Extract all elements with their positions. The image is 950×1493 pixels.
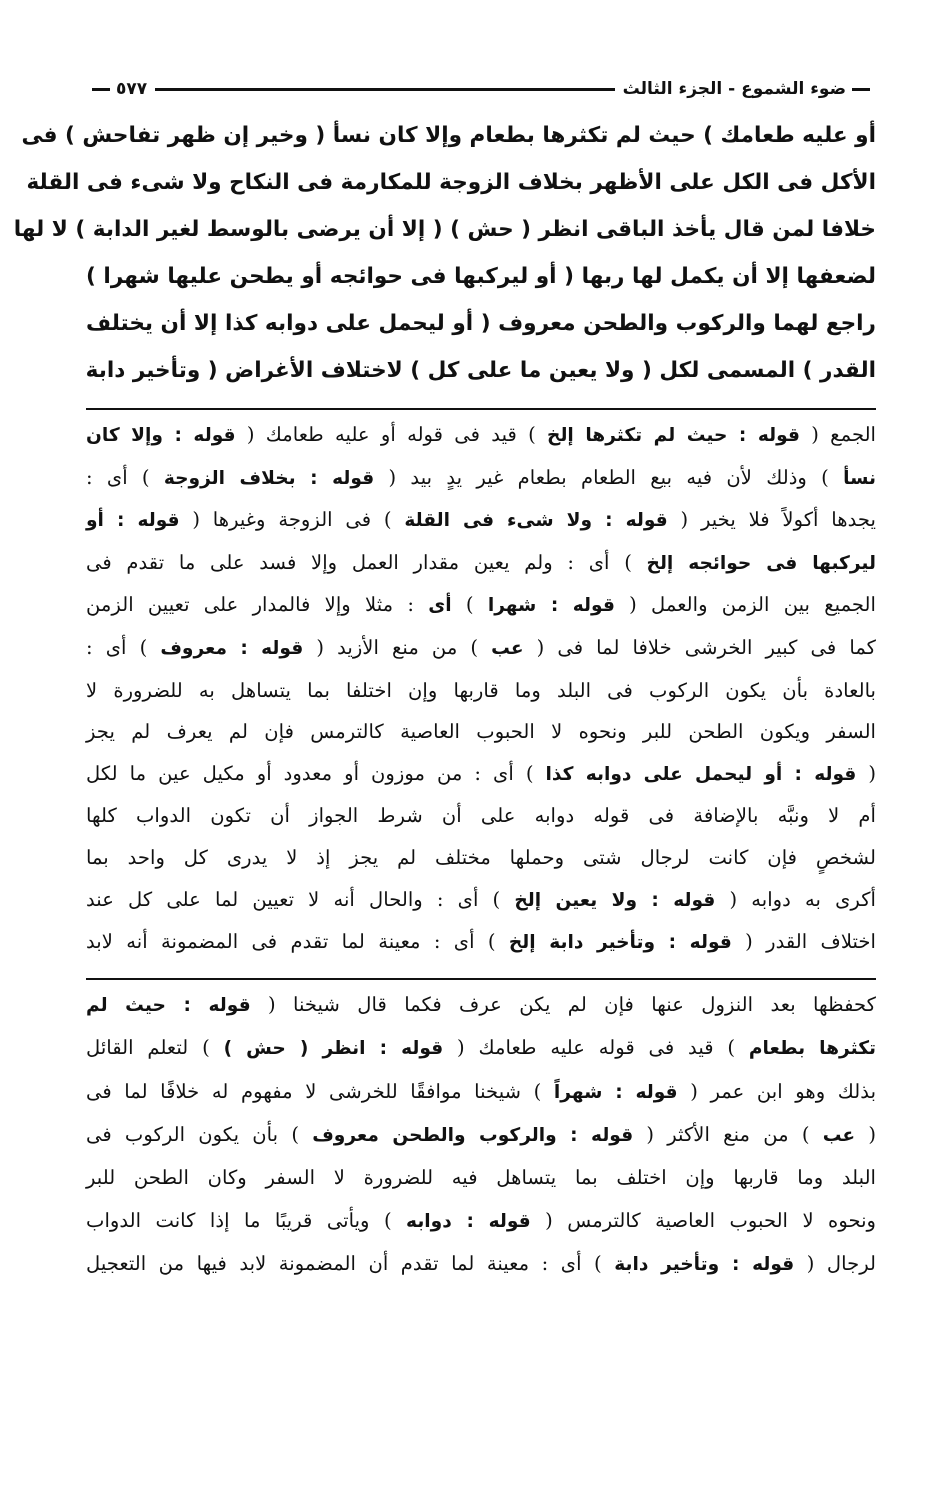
commentary-line <box>86 499 876 542</box>
commentary-line <box>86 711 876 753</box>
main-text-line: أو عليه طعامك ) حيث لم تكثرها بطعام وإلا كان نسأ ( وخير إن ظهر تفاحش ) فى <box>21 123 876 148</box>
commentary-line <box>86 837 876 879</box>
commentary-line <box>86 795 876 837</box>
text-segment: : مثلا وإلا فالمدار على تعيين الزمن <box>86 593 414 617</box>
text-segment: كحفظها بعد النزول عنها فإن لم يكن عرف فكما قال شيخنا ( <box>268 992 876 1016</box>
section-divider <box>86 408 876 410</box>
text-segment: ) أى : ولم يعين مقدار العمل وإلا فسد على ما تقدم فى <box>86 550 632 574</box>
main-text-line: لضعفها إلا أن يكمل لها ربها ( أو ليركبها فى حوائجه أو يطحن عليها شهرا ) <box>86 264 876 289</box>
text-segment: يجدها أكولاً فلا يخير ( <box>680 508 876 532</box>
text-segment: ونحوه لا الحبوب العاصية كالترمس ( <box>545 1208 877 1232</box>
text-segment: بذلك وهو ابن عمر ( <box>690 1079 877 1103</box>
quoted-lemma: قوله : وتأخير دابة <box>614 1254 795 1276</box>
page <box>13 72 877 1287</box>
book-title: ضوء الشموع - الجزء الثالث <box>622 79 846 99</box>
text-segment: الجمع ( <box>811 423 877 446</box>
commentary-line <box>86 457 876 500</box>
header-dash <box>852 88 870 91</box>
quoted-lemma: تكثرها بطعام <box>748 1038 876 1060</box>
quoted-lemma: نسأ <box>843 467 876 489</box>
commentary-line <box>86 879 876 922</box>
commentary-line <box>86 584 876 627</box>
text-segment: بالعادة بأن يكون الركوب فى البلد وما قاربها وإن اختلفا بما يتساهل به للضرورة لا <box>86 678 876 702</box>
text-segment: ( <box>868 1122 876 1146</box>
quoted-lemma: أى <box>428 595 452 617</box>
gloss-line <box>86 1157 876 1199</box>
gloss-line <box>86 984 876 1027</box>
text-segment: ) قيد فى قوله عليه طعامك ( <box>457 1036 736 1060</box>
quoted-lemma: قوله : دوابه <box>406 1210 531 1232</box>
quoted-lemma: قوله : معروف <box>160 637 304 659</box>
quoted-lemma: قوله : انظر ( حش ) <box>223 1038 444 1060</box>
text-segment: البلد وما قاربها وإن اختلف بما يتساهل فيه للضرورة لا السفر وكان الطحن للبر <box>86 1166 876 1190</box>
commentary-section <box>86 414 876 964</box>
text-segment: ) شيخنا موافقًا للخرشى لا مفهوم له خلافًا لما فى <box>86 1079 542 1103</box>
text-segment: ) أى : <box>86 465 150 489</box>
commentary-line <box>86 542 876 585</box>
commentary-line <box>86 414 876 457</box>
text-segment: السفر ويكون الطحن للبر ونحوه لا الحبوب العاصية كالترمس فإن لم يعرف لم يجز <box>86 720 876 744</box>
quoted-lemma: قوله : حيث لم <box>86 994 251 1016</box>
commentary-line <box>86 670 876 712</box>
text-segment: ) أى : والحال أنه لا تعيين لما على كل عند <box>86 887 501 911</box>
text-segment: ( <box>868 761 877 785</box>
quoted-lemma: عب <box>491 637 524 659</box>
text-segment: ) لتعلم القائل <box>86 1036 210 1060</box>
header-rule <box>155 88 615 91</box>
text-segment: كما فى كبير الخرشى خلافا لما فى ( <box>536 635 876 659</box>
main-text <box>13 112 876 394</box>
quoted-lemma: قوله : وإلا كان <box>86 425 236 446</box>
gloss-line <box>86 1243 876 1286</box>
quoted-lemma: قوله : شهرا <box>487 595 615 617</box>
text-segment: الجميع بين الزمن والعمل ( <box>629 593 876 617</box>
text-segment: أكرى به دوابه ( <box>729 887 877 911</box>
quoted-lemma: عب <box>822 1124 856 1146</box>
quoted-lemma: قوله : شهراً <box>553 1081 678 1103</box>
text-segment: ) من منع الأكثر ( <box>646 1122 810 1146</box>
text-segment: ) بأن يكون الركوب فى <box>86 1122 299 1146</box>
text-segment: ) أى : من موزون أو معدود أو مكيل عين ما لكل <box>86 761 534 785</box>
commentary-line <box>86 627 876 670</box>
text-segment: أم لا ونبَّه بالإضافة فى قوله دوابه على أن شرط الجواز أن تكون الدواب كلها <box>86 804 876 828</box>
quoted-lemma: قوله : ولا يعين إلخ <box>514 889 716 911</box>
gloss-line <box>86 1200 876 1243</box>
commentary-line <box>86 921 876 964</box>
main-text-line: القدر ) المسمى لكل ( ولا يعين ما على كل ) لاختلاف الأغراض ( وتأخير دابة <box>85 358 876 383</box>
gloss-line <box>86 1114 876 1157</box>
text-segment: ) ويأتى قريبًا ما إذا كانت الدواب <box>86 1208 392 1232</box>
header-dash <box>92 88 110 91</box>
text-segment: ) وذلك لأن فيه بيع الطعام بطعام غير يدٍ بيد ( <box>388 465 829 489</box>
quoted-lemma: قوله : وتأخير دابة إلخ <box>508 932 732 954</box>
main-text-line: خلافا لمن قال يأخذ الباقى انظر ( حش ) ( إلا أن يرضى بالوسط لغير الدابة ) لا لها <box>13 217 876 242</box>
text-segment: لرجال ( <box>806 1252 876 1276</box>
page-number: ٥٧٧ <box>116 79 148 99</box>
gloss-line <box>86 1027 876 1070</box>
glosses-section <box>86 984 876 1287</box>
quoted-lemma: قوله : أو ليحمل على دوابه كذا <box>545 763 857 785</box>
quoted-lemma: قوله : أو <box>86 510 180 532</box>
main-text-line: الأكل فى الكل على الأظهر بخلاف الزوجة للمكارمة فى النكاح ولا شىء فى القلة <box>26 170 876 195</box>
text-segment: ) أى : معينة لما تقدم فى المضمونة أنه لابد <box>86 930 496 954</box>
main-text-line: راجع لهما والركوب والطحن معروف ( أو ليحمل على دوابه كذا إلا أن يختلف <box>86 311 876 336</box>
running-header <box>86 72 876 106</box>
gloss-line <box>86 1071 876 1114</box>
text-segment: ) من منع الأزيد ( <box>316 635 479 659</box>
text-segment: لشخصٍ فإن كانت لرجال شتى وحملها مختلف لم يجز إذ لا يدرى كل واحد بما <box>86 845 876 869</box>
text-segment: ) فى الزوجة وغيرها ( <box>192 508 392 532</box>
quoted-lemma: ليركبها فى حوائجه إلخ <box>646 552 876 574</box>
text-segment: ) أى : <box>86 635 148 659</box>
text-segment: ) قيد فى قوله أو عليه طعامك ( <box>246 423 536 446</box>
quoted-lemma: قوله : بخلاف الزوجة <box>163 467 375 489</box>
section-divider <box>86 978 876 980</box>
quoted-lemma: قوله : والركوب والطحن معروف <box>312 1124 634 1146</box>
commentary-line <box>86 753 876 796</box>
quoted-lemma: قوله : حيث لم تكثرها إلخ <box>547 425 800 446</box>
text-segment: اختلاف القدر ( <box>745 930 876 954</box>
text-segment: ) أى : معينة لما تقدم أن المضمونة لابد فيها من التعجيل <box>86 1252 602 1276</box>
text-segment: ) <box>451 593 474 617</box>
quoted-lemma: قوله : ولا شىء فى القلة <box>404 510 668 532</box>
